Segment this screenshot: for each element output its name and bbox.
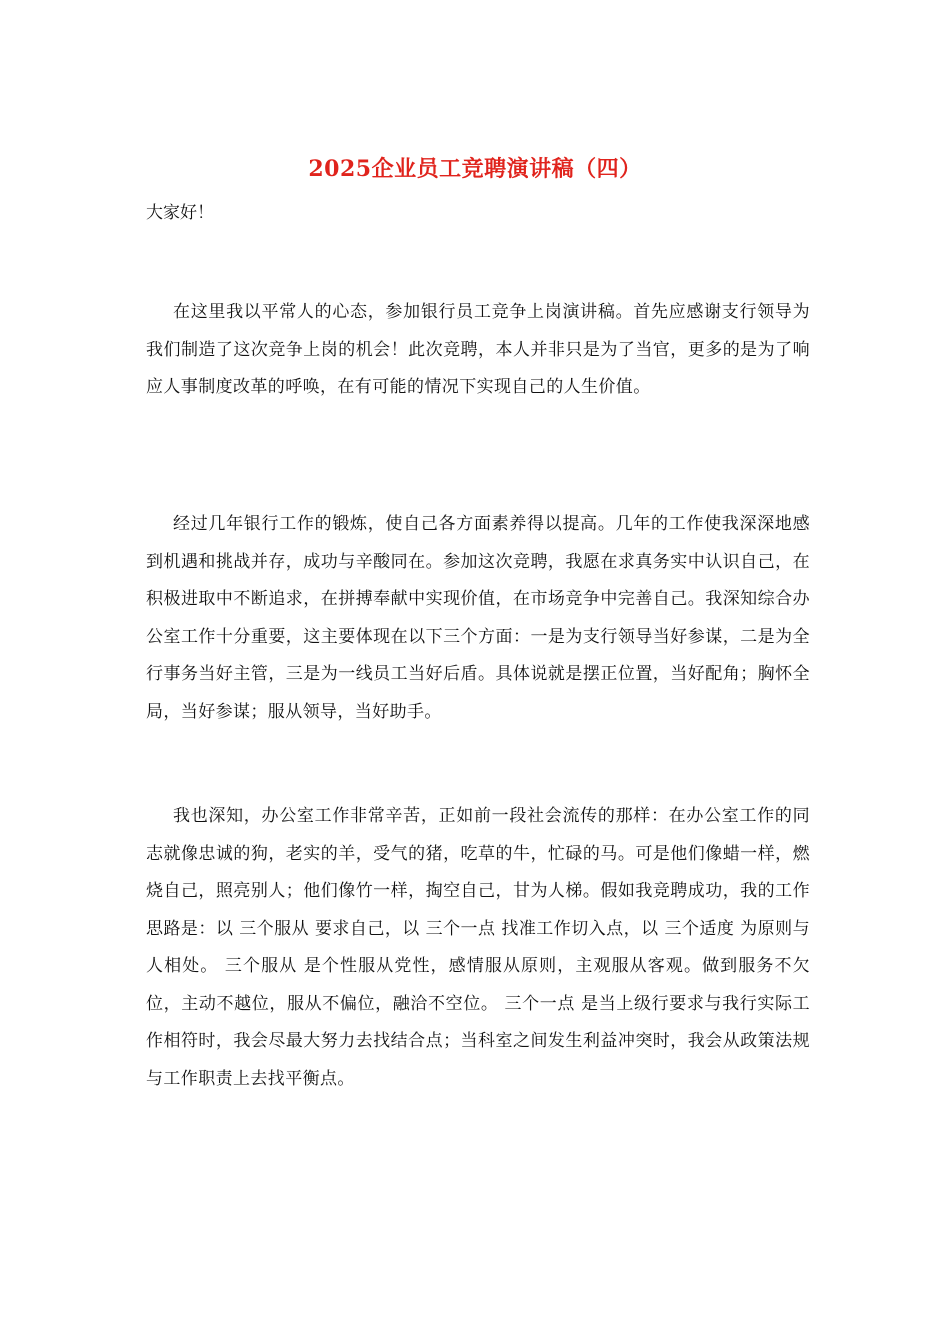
paragraph-2: 经过几年银行工作的锻炼，使自己各方面素养得以提高。几年的工作使我深深地感到机遇和挑战并存，成功与辛酸同在。参加这次竞聘，我愿在求真务实中认识自己，在积极进取中不断追求，在拼搏奉献中实现价值，在市场竞争中完善自己。我深知综合办公室工作十分重要，这主要体现在以下三个方面：一是为支行领导当好参谋，二是为全行事务当好主管，三是为一线员工当好后盾。具体说就是摆正位置，当好配角；胸怀全局，当好参谋；服从领导，当好助手。 — [146, 514, 810, 722]
paragraph-3: 我也深知，办公室工作非常辛苦，正如前一段社会流传的那样：在办公室工作的同志就像忠诚的狗，老实的羊，受气的猪，吃草的牛，忙碌的马。可是他们像蜡一样，燃烧自己，照亮别人；他们像竹一样，掏空自己，甘为人梯。假如我竞聘成功，我的工作思路是：以 三个服从 要求自己，以 三个一点 找准工作切入点，以 三个适度 为原则与人相处。 三个服从 是个性服从党性，感情服从原则，主观服从客观。做到服务不欠位，主动不越位，服从不偏位，融洽不空位。 三个一点 是当上级行要求与我行实际工作相符时，我会尽最大努力去找结合点；当科室之间发生利益冲突时，我会从政策法规与工作职责上去找平衡点。 — [146, 806, 810, 1089]
document-title: 2025企业员工竞聘演讲稿（四） — [308, 156, 642, 182]
paragraph-1: 在这里我以平常人的心态，参加银行员工竞争上岗演讲稿。首先应感谢支行领导为我们制造了这次竞争上岗的机会！此次竞聘，本人并非只是为了当官，更多的是为了响应人事制度改革的呼唤，在有可能的情况下实现自己的人生价值。 — [146, 302, 810, 397]
greeting-text: 大家好！ — [146, 203, 214, 223]
